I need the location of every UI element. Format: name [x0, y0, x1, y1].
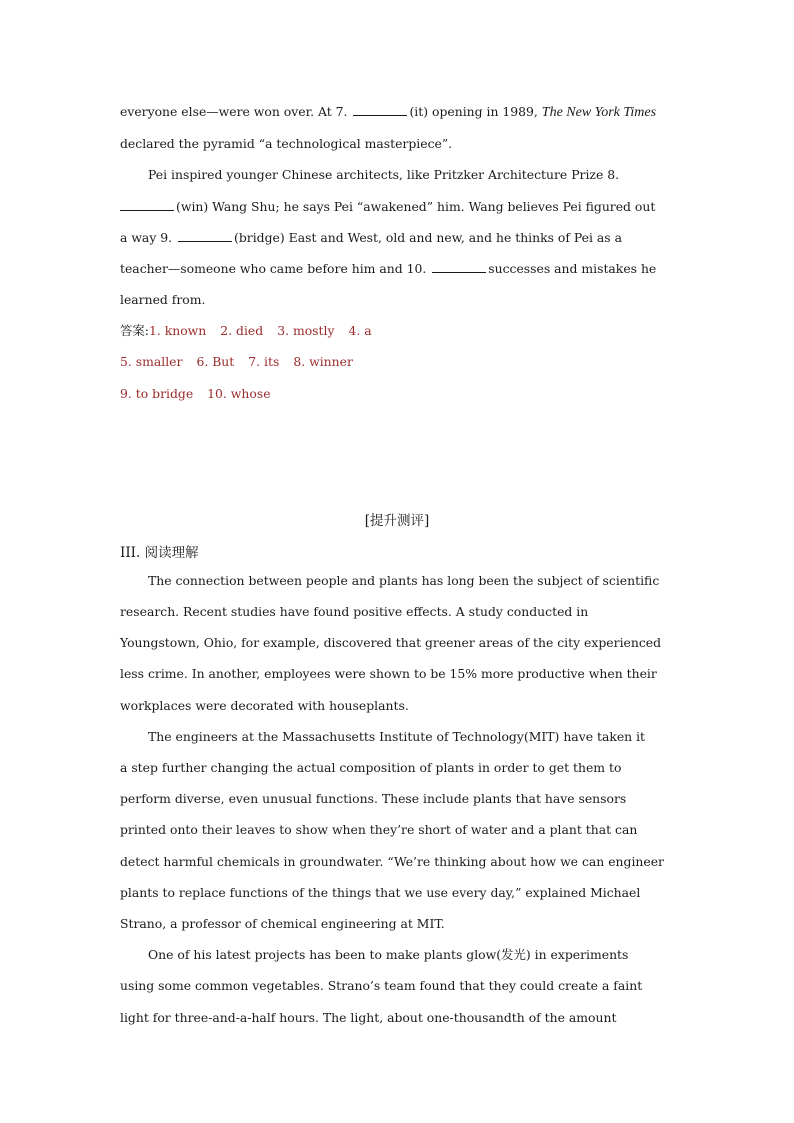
passage-line: printed onto their leaves to show when they’re short of water and a plant that can — [120, 822, 638, 837]
cloze-line-6 — [120, 261, 674, 277]
answer-item: 10. whose — [207, 386, 271, 401]
text-run: research. Recent studies have found positive effects. A study conducted in — [120, 604, 589, 619]
answer-blank-7 — [353, 105, 407, 116]
answer-blank-10 — [432, 262, 486, 273]
text-run: a way 9. — [120, 230, 177, 245]
answer-line-3 — [120, 386, 674, 402]
passage-line: perform diverse, even unusual functions. These include plants that have sensors — [120, 791, 627, 806]
text-run: successes and mistakes he — [488, 261, 657, 276]
answer-item: 6. But — [196, 354, 235, 369]
answer-item: 4. a — [348, 323, 372, 338]
reading-title: III. 阅读理解 — [120, 545, 199, 561]
answer-blank-8 — [120, 200, 174, 211]
answer-item: 9. to bridge — [120, 386, 194, 401]
passage-line: The engineers at the Massachusetts Institute of Technology(MIT) have taken it — [148, 729, 646, 744]
passage-line: plants to replace functions of the things that we use every day,” explained Michael — [120, 885, 641, 900]
answer-item: 8. winner — [293, 354, 353, 369]
text-run: Pei inspired younger Chinese architects, like Pritzker Architecture Prize 8. — [148, 167, 620, 182]
text-run: (bridge) East and West, old and new, and he thinks of Pei as a — [234, 230, 622, 245]
text-run: everyone else—were won over. At 7. — [120, 104, 352, 119]
passage-line: a step further changing the actual composition of plants in order to get them to — [120, 760, 622, 775]
cloze-line-7: learned from. — [120, 292, 206, 307]
cloze-line-2: declared the pyramid “a technological masterpiece”. — [120, 136, 453, 151]
section-title: [提升测评] — [364, 513, 430, 529]
newspaper-title: The New York Times — [541, 105, 657, 120]
text-run: teacher—someone who came before him and 10. — [120, 261, 431, 276]
passage-line: using some common vegetables. Strano’s team found that they could create a faint — [120, 978, 643, 993]
cloze-line-1 — [120, 104, 674, 121]
answer-item: 1. known — [148, 323, 207, 338]
answer-line-1 — [120, 323, 674, 339]
answer-line-2 — [120, 354, 674, 370]
answer-item: 3. mostly — [277, 323, 335, 338]
text-run: (it) opening in 1989, — [409, 104, 542, 119]
passage-line: One of his latest projects has been to make plants glow(发光) in experiments — [148, 947, 629, 962]
cloze-line-3 — [148, 167, 674, 183]
passage-line: light for three-and-a-half hours. The light, about one-thousandth of the amount — [120, 1010, 617, 1025]
passage-line: Youngstown, Ohio, for example, discovered that greener areas of the city experienced — [120, 635, 662, 650]
passage-line: Strano, a professor of chemical engineering at MIT. — [120, 916, 445, 931]
passage-line: less crime. In another, employees were shown to be 15% more productive when their — [120, 666, 657, 681]
passage-line — [120, 604, 674, 620]
cloze-line-4 — [120, 199, 674, 215]
cloze-line-5 — [120, 230, 674, 246]
passage-line: workplaces were decorated with houseplants. — [120, 698, 409, 713]
text-run: (win) Wang Shu; he says Pei “awakened” him. Wang believes Pei figured out — [176, 199, 656, 214]
passage-line: The connection between people and plants has long been the subject of scientific — [148, 573, 660, 588]
answer-item: 7. its — [248, 354, 280, 369]
answer-item: 5. smaller — [120, 354, 183, 369]
answer-label: 答案: — [120, 323, 149, 338]
answer-item: 2. died — [220, 323, 264, 338]
answer-blank-9 — [178, 231, 232, 242]
passage-line: detect harmful chemicals in groundwater. “We’re thinking about how we can engineer — [120, 854, 664, 869]
